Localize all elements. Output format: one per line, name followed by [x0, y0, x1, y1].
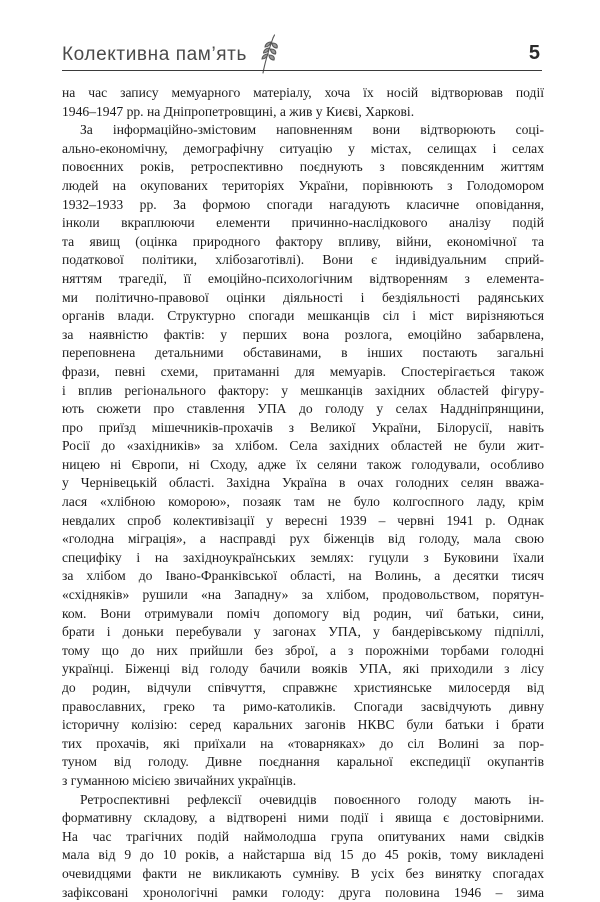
- text-line: туном від голоду. Дивне поєднання каральної експедиції окупантів: [62, 754, 544, 770]
- text-line: тому що до них прийшли без зброї, а з порожніми торбами голодні: [62, 642, 544, 658]
- text-line: Росії до «західників» за хлібом. Села західних областей не були жит-: [62, 438, 544, 454]
- text-line: мала від 9 до 10 років, а найстарша від 15 до 45 років, тому викладені: [62, 847, 544, 863]
- text-line: зафіксовані хронологічні рамки голоду: друга половина 1946 – зима: [62, 884, 544, 900]
- text-line: про приїзд мішечників-прохачів з Великої України, Білорусії, навіть: [62, 419, 544, 435]
- text-line: 1932–1933 рр. За формою спогади нагадують класичне оповідання,: [62, 196, 544, 212]
- text-line: людей на окупованих територіях України, порівнюють з Голодомором: [62, 177, 544, 193]
- text-line: та явищ (оцінка природного фактору впливу, війни, економічної та: [62, 233, 544, 249]
- text-line: податкової політики, хлібозаготівлі). Вони є індивідуальним сприй-: [62, 252, 544, 268]
- text-line: ють сюжети про ставлення УПА до голоду у селах Наддніпрянщини,: [62, 401, 544, 417]
- text-line: і вплив регіонального фактору: у мешканців західних областей фігуру-: [62, 382, 544, 398]
- text-line: няттям трагедії, її емоційно-психологічним відтворенням з елемента-: [62, 270, 544, 286]
- header-rule: [62, 70, 542, 71]
- text-line: Ретроспективні рефлексії очевидців повоєнного голоду мають ін-: [80, 791, 544, 807]
- text-line: до родин, відчули співчуття, справжнє християнське милосердя від: [62, 680, 544, 695]
- text-line: інколи вкраплюючи елементи причинно-наслідкового аналізу подій: [62, 215, 544, 231]
- text-line: у Чернівецькій області. Західна Україна в очах голодних селян вважа-: [62, 475, 544, 491]
- text-line: ком. Вони отримували поміч допомогу від родин, чиї батьки, сини,: [62, 605, 544, 621]
- running-head: [62, 40, 542, 70]
- text-line: ницею ні Європи, ні Сходу, адже їх селяни також голодували, особливо: [62, 456, 544, 472]
- text-line: «східняків» рушили «на Западну» за хлібом, продовольством, порятун-: [62, 587, 544, 603]
- text-line: органів влади. Структурно спогади мешканців сіл і міст вирізняються: [62, 308, 544, 324]
- text-line: з гуманною місією звичайних українців.: [62, 772, 297, 788]
- text-line: За інформаційно-змістовим наповненням вони відтворюють соці-: [80, 122, 544, 138]
- text-line: ми політично-правової оцінки діяльності і бездіяльності радянських: [62, 289, 544, 305]
- text-line: тих прохачів, які приїхали на «товарняках» до сіл Волині за пор-: [62, 735, 544, 751]
- text-line: на час запису мемуарного матеріалу, хоча їх носій відтворював події: [62, 85, 544, 100]
- text-line: переповнена детальними обставинами, в інших постають загальні: [62, 345, 544, 361]
- wheat-ear-icon: [254, 34, 280, 74]
- text-line: невдалих спроб колективізації у вересні 1939 – червні 1941 р. Однак: [62, 512, 544, 528]
- text-line: ально-економічну, демографічну ситуацію у містах, селищах і селах: [62, 140, 544, 156]
- text-line: «голодна міграція», а насправді рух біженців від голоду, мала свою: [62, 531, 544, 547]
- text-line: за наявністю фактів: у перших вона розлога, емоційно забарвлена,: [62, 326, 544, 342]
- body-text: [62, 84, 544, 902]
- text-line: очевидцями факти не викликають сумніву. В усіх без винятку спогадах: [62, 865, 544, 881]
- text-line: специфіку і на західноукраїнських землях: гуцули з Буковини їхали: [62, 549, 544, 565]
- running-title: Колективна пам’ять: [62, 44, 247, 65]
- text-line: за хлібом до Івано-Франківської області, на Волинь, а десятки тисяч: [62, 568, 544, 584]
- text-line: фрази, певні схеми, притаманні для мемуарів. Спостерігається також: [62, 363, 544, 379]
- text-line: українці. Біженці від голоду бачили вояків УПА, які приходили з лісу: [62, 661, 544, 677]
- text-line: формативну складову, а відтворені ними події і явища є достовірними.: [62, 810, 544, 826]
- text-line: На час трагічних подій наймолодша група опитуваних нами свідків: [62, 828, 544, 844]
- text-line: повоєнних років, ретроспективно поєднують з повсякденним життям: [62, 159, 544, 175]
- text-line: брати і доньки перебували у загонах УПА, у бандерівському підпіллі,: [62, 624, 544, 640]
- page-number: 5: [528, 42, 540, 64]
- text-line: православних, греко та римо-католиків. Спогади засвідчують дивну: [62, 698, 544, 714]
- text-line: лася «хлібною коморою», позаяк там не було колгоспного ладу, крім: [62, 494, 544, 510]
- text-line: історичну колізію: серед каральних загонів НКВС були батьки і брати: [62, 717, 544, 733]
- text-line: 1946–1947 рр. на Дніпропетровщині, а жив у Києві, Харкові.: [62, 103, 415, 119]
